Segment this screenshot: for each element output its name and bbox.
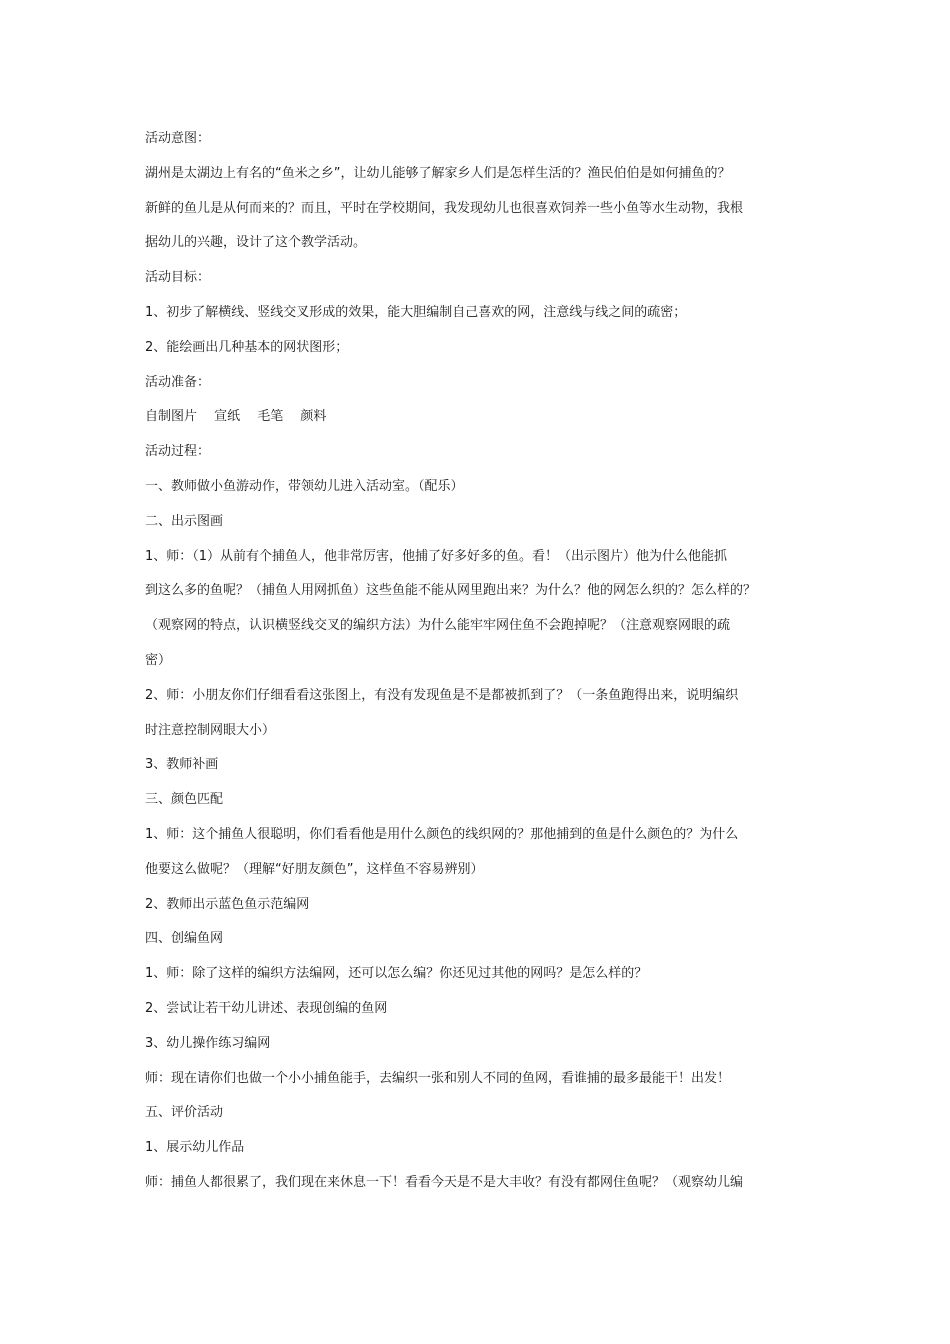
- section-heading-intent: 活动意图：: [145, 131, 211, 146]
- paragraph-line: 三、颜色匹配: [145, 792, 224, 808]
- paragraph-line: 师：现在请你们也做一个小小捕鱼能手，去编织一张和别人不同的鱼网，看谁捕的最多最能干！出发！: [145, 1070, 731, 1086]
- paragraph-line: 2、教师出示蓝色鱼示范编网: [145, 896, 310, 912]
- paragraph-line: 1、师：除了这样的编织方法编网，还可以怎么编？你还见过其他的网吗？是怎么样的？: [145, 966, 648, 982]
- paragraph-line: 湖州是太湖边上有名的“鱼米之乡”，让幼儿能够了解家乡人们是怎样生活的？渔民伯伯是如何捕鱼的？: [145, 165, 731, 181]
- paragraph-line: 1、展示幼儿作品: [145, 1140, 245, 1156]
- document-body: [145, 122, 825, 1201]
- paragraph-line: 到这么多的鱼呢？（捕鱼人用网抓鱼）这些鱼能不能从网里跑出来？为什么？他的网怎么织的？怎么样的？: [145, 583, 757, 599]
- paragraph-line: 二、出示图画: [145, 513, 224, 529]
- paragraph-line: 1、师：这个捕鱼人很聪明，你们看看他是用什么颜色的线织网的？那他捕到的鱼是什么颜色的？为什么: [145, 826, 739, 842]
- paragraph-line: 1、初步了解横线、竖线交叉形成的效果，能大胆编制自己喜欢的网，注意线与线之间的疏密；: [145, 304, 687, 320]
- paragraph-line: 他要这么做呢？（理解“好朋友颜色”，这样鱼不容易辨别）: [145, 861, 484, 877]
- paragraph-line: 3、教师补画: [145, 757, 219, 773]
- paragraph-line: 密）: [145, 652, 172, 668]
- paragraph-line: 1、师：（1）从前有个捕鱼人，他非常厉害，他捕了好多好多的鱼。看！（出示图片）他为什么他能抓: [145, 548, 728, 564]
- paragraph-line: 2、师：小朋友你们仔细看看这张图上，有没有发现鱼是不是都被抓到了？（一条鱼跑得出来，说明编织: [145, 687, 739, 703]
- paragraph-line: 时注意控制网眼大小）: [145, 722, 276, 738]
- paragraph-line: 四、创编鱼网: [145, 931, 224, 947]
- paragraph-line: 一、教师做小鱼游动作，带领幼儿进入活动室。（配乐）: [145, 478, 464, 494]
- section-heading-goals: 活动目标：: [145, 270, 211, 286]
- paragraph-line: 新鲜的鱼儿是从何而来的？而且，平时在学校期间，我发现幼儿也很喜欢饲养一些小鱼等水生动物，我根: [145, 200, 744, 216]
- paragraph-line: 2、能绘画出几种基本的网状图形；: [145, 339, 349, 355]
- paragraph-line: 自制图片 宣纸 毛笔 颜料: [145, 409, 327, 425]
- paragraph-line: （观察网的特点，认识横竖线交叉的编织方法）为什么能牢牢网住鱼不会跑掉呢？（注意观察网眼的疏: [145, 618, 731, 634]
- paragraph-line: 3、幼儿操作练习编网: [145, 1035, 271, 1051]
- paragraph-line: 2、尝试让若干幼儿讲述、表现创编的鱼网: [145, 1000, 388, 1016]
- paragraph-line: 五、评价活动: [145, 1105, 224, 1121]
- paragraph-line: 据幼儿的兴趣，设计了这个教学活动。: [145, 235, 367, 251]
- section-heading-process: 活动过程：: [145, 444, 211, 460]
- paragraph-line: 师：捕鱼人都很累了，我们现在来休息一下！看看今天是不是大丰收？有没有都网住鱼呢？（观察幼儿编: [145, 1174, 744, 1190]
- section-heading-preparation: 活动准备：: [145, 374, 211, 390]
